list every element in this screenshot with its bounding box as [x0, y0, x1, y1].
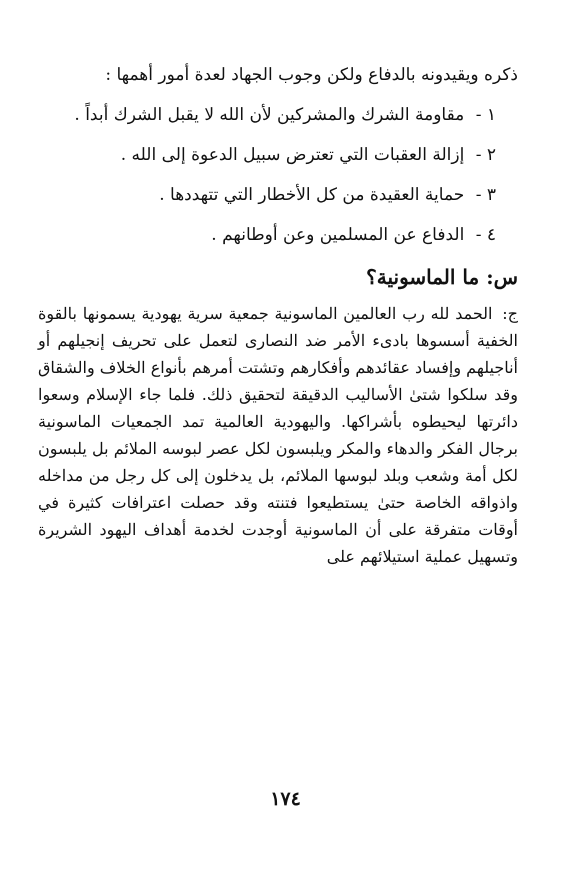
list-item-number: ١ -: [475, 105, 496, 125]
list-item-text: إزالة العقبات التي تعترض سبيل الدعوة إلى الله .: [120, 145, 465, 165]
list-item: [38, 100, 518, 130]
list-item-text: حماية العقيدة من كل الأخطار التي تتهددها .: [159, 185, 465, 205]
page-number: ١٧٤: [270, 788, 301, 810]
question-heading: س: ما الماسونية؟: [366, 265, 518, 289]
list-item-number: ٢ -: [475, 145, 496, 165]
answer-paragraph: [38, 300, 518, 570]
list-item: [38, 180, 518, 210]
answer-lead: ج:: [502, 304, 518, 323]
intro-paragraph: ذكره ويقيدونه بالدفاع ولكن وجوب الجهاد لعدة أمور أهمها :: [105, 65, 518, 85]
list-item-text: مقاومة الشرك والمشركين لأن الله لا يقبل الشرك أبداً .: [74, 105, 465, 125]
answer-text: الحمد لله رب العالمين الماسونية جمعية سرية يهودية يسمونها بالقوة الخفية أسسوها بادىء الأمر ضد النصارى لتعمل على تحريف إنجيلهم أو أناجيلهم وإفساد عقائدهم وأفكارهم وتشتت أمرهم بأنواع الخلاف والشقاق وقد سلكوا شتىٰ الأساليب الدقيقة لتحقيق ذلك. فلما جاء الإسلام وسعوا دائرتها ليحيطوه بأشراكها. واليهودية العالمية تمد الجمعيات الماسونية برجال الفكر والدهاء والمكر ويلبسون لكل عصر لبوسه الملائم بل يلبسون لكل أمة وشعب وبلد لبوسها الملائم، بل يدخلون إلى كل رجل من مداخله واذواقه الخاصة حتىٰ يستطيعوا فتنته وقد حصلت اعترافات كثيرة في أوقات متفرقة على أن الماسونية أوجدت لخدمة أهداف اليهود الشريرة وتسهيل عملية استيلائهم على: [38, 304, 519, 566]
page-body: [38, 60, 518, 570]
list-item-text: الدفاع عن المسلمين وعن أوطانهم .: [211, 225, 465, 245]
list-item: [38, 140, 518, 170]
list-item: [38, 220, 518, 250]
list-item-number: ٤ -: [475, 225, 496, 245]
list-item-number: ٣ -: [475, 185, 496, 205]
